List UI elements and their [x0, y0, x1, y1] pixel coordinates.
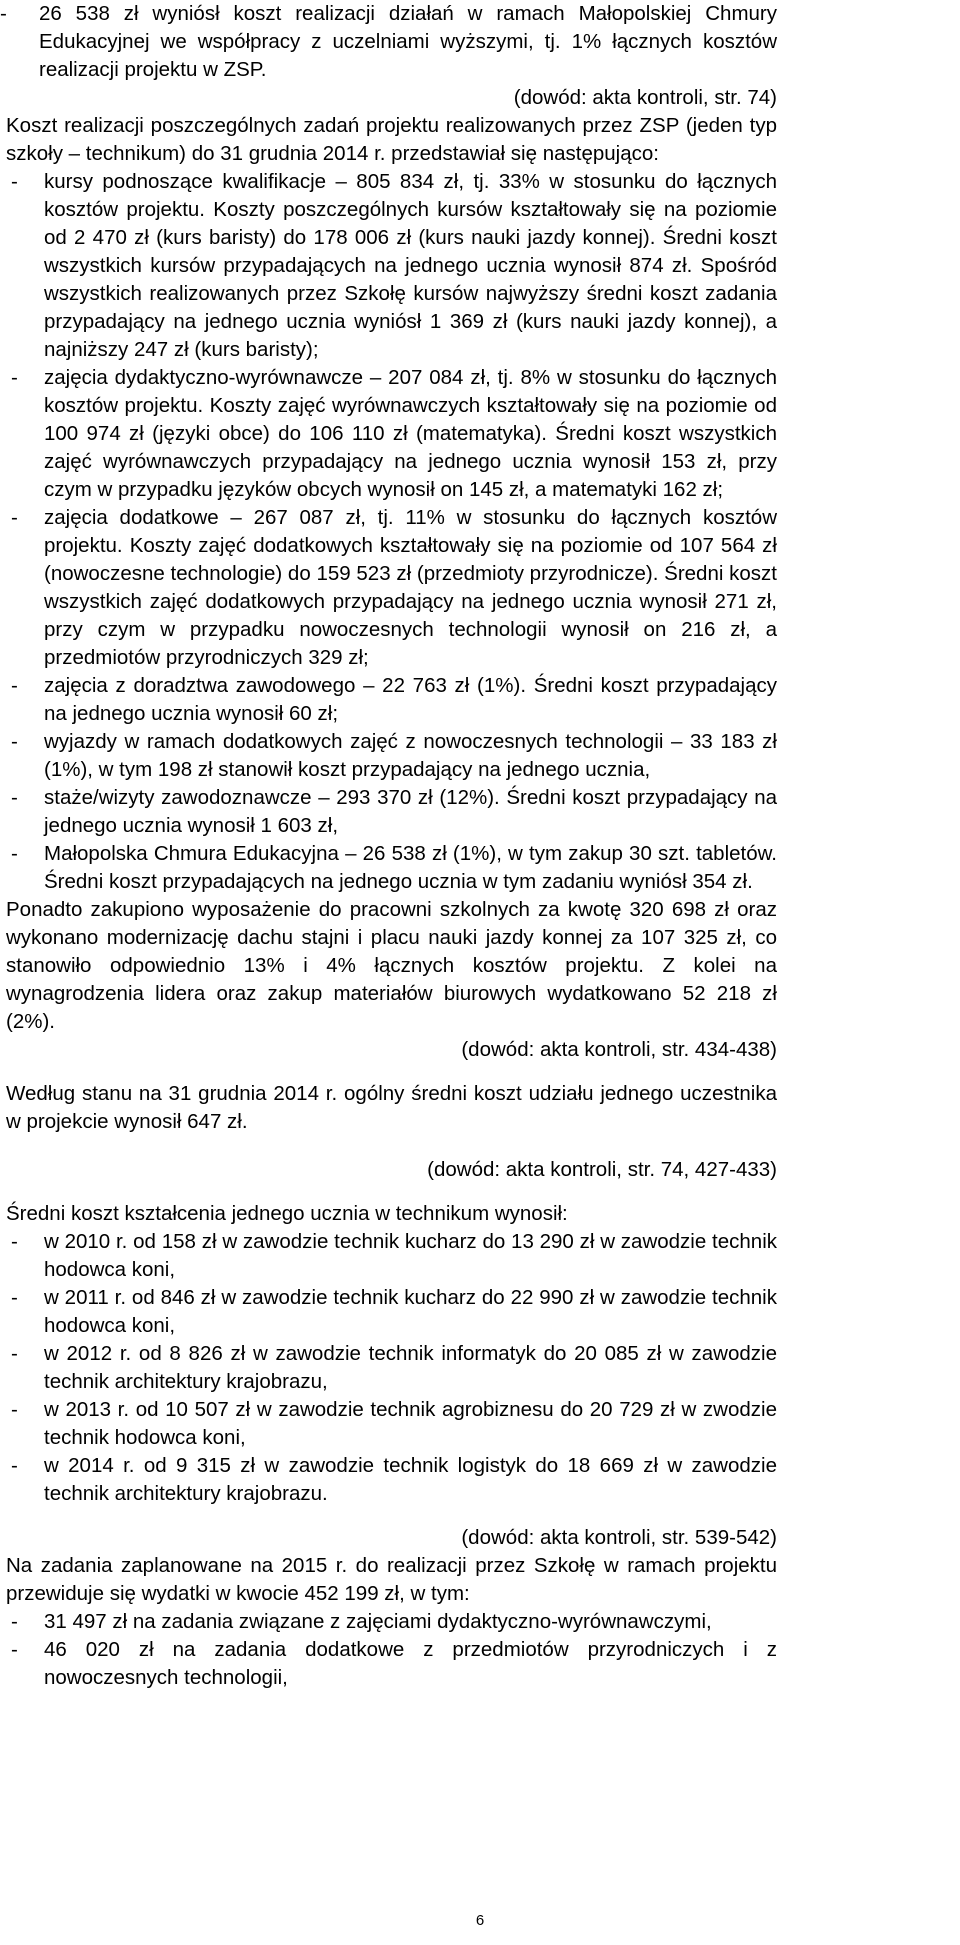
list-item-text: zajęcia z doradztwa zawodowego – 22 763 zł (1%). Średni koszt przypadający na jednego ucznia wynosił 60 zł; — [44, 674, 777, 725]
dash-bullet: - — [11, 170, 18, 193]
dash-bullet: - — [11, 506, 18, 529]
list-item — [11, 364, 777, 504]
paragraph: Średni koszt kształcenia jednego ucznia w technikum wynosił: — [6, 1202, 568, 1225]
list-item-text: zajęcia dydaktyczno-wyrównawcze – 207 084 zł, tj. 8% w stosunku do łącznych kosztów projektu. Koszty zajęć wyrównawczych kształtowały się na poziomie od 100 974 zł (języki obce) do 106 110 zł (matematyka). Średni koszt wszystkich zajęć wyrównawczych przypadający na jednego ucznia wynosił 153 zł, przy czym w przypadku języków obcych wynosił on 145 zł, a matematyki 162 zł; — [44, 366, 777, 501]
dash-bullet: - — [11, 1230, 18, 1253]
list-item-text: staże/wizyty zawodoznawcze – 293 370 zł (12%). Średni koszt przypadający na jednego ucznia wynosił 1 603 zł, — [44, 786, 777, 837]
list-item — [11, 504, 777, 672]
dash-bullet: - — [11, 1286, 18, 1309]
paragraph: Według stanu na 31 grudnia 2014 r. ogólny średni koszt udziału jednego uczestnika w projekcie wynosił 647 zł. — [6, 1082, 777, 1133]
list-item — [11, 784, 777, 840]
list-item-text: zajęcia dodatkowe – 267 087 zł, tj. 11% w stosunku do łącznych kosztów projektu. Koszty zajęć dodatkowych kształtowały się na poziomie od 107 564 zł (nowoczesne technologie) do 159 523 zł (przedmioty przyrodnicze). Średni koszt wszystkich zajęć dodatkowych przypadający na jednego ucznia wynosił 271 zł, przy czym w przypadku nowoczesnych technologii wynosił on 216 zł, a przedmiotów przyrodniczych 329 zł; — [44, 506, 777, 669]
list-item-text: 31 497 zł na zadania związane z zajęciami dydaktyczno-wyrównawczymi, — [44, 1610, 712, 1633]
dash-bullet: - — [11, 730, 18, 753]
dash-bullet: - — [0, 2, 7, 25]
list-item — [11, 1608, 777, 1636]
list-item — [11, 1636, 777, 1692]
list-item — [11, 1228, 777, 1284]
list-item-text: 26 538 zł wyniósł koszt realizacji działań w ramach Małopolskiej Chmury Edukacyjnej we współpracy z uczelniami wyższymi, tj. 1% łącznych kosztów realizacji projektu w ZSP. — [39, 2, 777, 81]
paragraph: Koszt realizacji poszczególnych zadań projektu realizowanych przez ZSP (jeden typ szkoły – technikum) do 31 grudnia 2014 r. przedstawiał się następująco: — [6, 114, 777, 165]
list-item — [11, 728, 777, 784]
list-item — [0, 0, 777, 84]
list-item-text: w 2014 r. od 9 315 zł w zawodzie technik logistyk do 18 669 zł w zawodzie technik architektury krajobrazu. — [44, 1454, 777, 1505]
list-item — [11, 1452, 777, 1508]
dash-bullet: - — [11, 842, 18, 865]
list-item-text: w 2011 r. od 846 zł w zawodzie technik kucharz do 22 990 zł w zawodzie technik hodowca koni, — [44, 1286, 777, 1337]
list-item-text: wyjazdy w ramach dodatkowych zajęć z nowoczesnych technologii – 33 183 zł (1%), w tym 198 zł stanowił koszt przypadający na jednego ucznia, — [44, 730, 777, 781]
planned-expenses-list — [11, 1608, 777, 1692]
paragraph: Ponadto zakupiono wyposażenie do pracowni szkolnych za kwotę 320 698 zł oraz wykonano modernizację dachu stajni i placu nauki jazdy konnej za 107 325 zł, co stanowiło odpowiednio 13% i 4% łącznych kosztów projektu. Z kolei na wynagrodzenia lidera oraz zakup materiałów biurowych wydatkowano 52 218 zł (2%). — [6, 898, 777, 1033]
list-item-text: w 2010 r. od 158 zł w zawodzie technik kucharz do 13 290 zł w zawodzie technik hodowca koni, — [44, 1230, 777, 1281]
dash-bullet: - — [11, 674, 18, 697]
source-reference: (dowód: akta kontroli, str. 74) — [513, 86, 777, 109]
dash-bullet: - — [11, 1610, 18, 1633]
list-item — [11, 1396, 777, 1452]
dash-bullet: - — [11, 1454, 18, 1477]
cost-list — [11, 168, 777, 896]
page-number: 6 — [475, 1912, 485, 1929]
dash-bullet: - — [11, 366, 18, 389]
list-item — [11, 1340, 777, 1396]
list-item-text: kursy podnoszące kwalifikacje – 805 834 zł, tj. 33% w stosunku do łącznych kosztów projektu. Koszty poszczególnych kursów kształtowały się na poziomie od 2 470 zł (kurs baristy) do 178 006 zł (kurs nauki jazdy konnej). Średni koszt wszystkich kursów przypadających na jednego ucznia wynosił 874 zł. Spośród wszystkich realizowanych przez Szkołę kursów najwyższy średni koszt zadania przypadający na jednego ucznia wyniósł 1 369 zł (kurs nauki jazdy konnej), a najniższy 247 zł (kurs baristy); — [44, 170, 777, 361]
list-item — [11, 168, 777, 364]
cost-per-year-list — [11, 1228, 777, 1508]
list-item — [11, 1284, 777, 1340]
list-item-text: 46 020 zł na zadania dodatkowe z przedmiotów przyrodniczych i z nowoczesnych technologii, — [44, 1638, 777, 1689]
list-item — [11, 840, 777, 896]
source-reference: (dowód: akta kontroli, str. 539-542) — [461, 1526, 777, 1549]
source-reference: (dowód: akta kontroli, str. 434-438) — [461, 1038, 777, 1061]
list-item-text: w 2013 r. od 10 507 zł w zawodzie technik agrobiznesu do 20 729 zł w zwodzie technik hodowca koni, — [44, 1398, 777, 1449]
dash-bullet: - — [11, 786, 18, 809]
dash-bullet: - — [11, 1342, 18, 1365]
source-reference: (dowód: akta kontroli, str. 74, 427-433) — [427, 1158, 777, 1181]
list-item-text: Małopolska Chmura Edukacyjna – 26 538 zł (1%), w tym zakup 30 szt. tabletów. Średni koszt przypadających na jednego ucznia w tym zadaniu wyniósł 354 zł. — [44, 842, 777, 893]
dash-bullet: - — [11, 1398, 18, 1421]
list-item-text: w 2012 r. od 8 826 zł w zawodzie technik informatyk do 20 085 zł w zawodzie technik architektury krajobrazu, — [44, 1342, 777, 1393]
paragraph: Na zadania zaplanowane na 2015 r. do realizacji przez Szkołę w ramach projektu przewiduje się wydatki w kwocie 452 199 zł, w tym: — [6, 1554, 777, 1605]
dash-bullet: - — [11, 1638, 18, 1661]
list-item — [11, 672, 777, 728]
